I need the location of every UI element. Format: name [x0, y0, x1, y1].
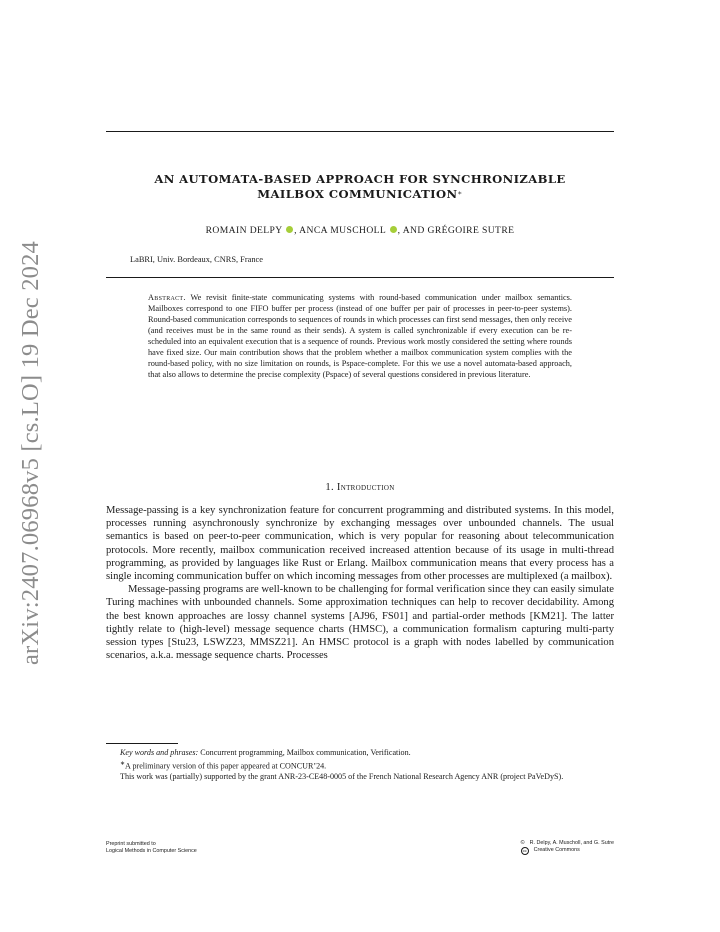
body-paragraph-1: Message-passing is a key synchronization feature for concurrent programming and distributed systems. In this model, processes running asynchronously synchronize by exchanging messages over unbounded channels. The usual semantics is based on peer-to-peer communication, which is very popular for reasoning about telecommunication protocols. More recently, mailbox communication received increased attention because of its usage in multi-thread programming, as provided by languages like Rust or Erlang. Mailbox communication means that every process has a single incoming communication buffer on which incoming messages from other processes are multiplexed (a mailbox). [106, 505, 614, 583]
preprint-line-1: Preprint submitted to [106, 841, 156, 847]
body-paragraph-2: Message-passing programs are well-known to be challenging for formal verification since they can easily simulate Turing machines with unbounded channels. Some approximation techniques can help to recover decidability. Among the best known approaches are lossy channel systems [AJ96, FS01] and partial-order methods [KM21]. The latter tightly relate to (high-level) message sequence charts (HMSC), a communication formalism capturing multi-party session types [Stu23, LSWZ23, MMSZ21]. An HMSC protocol is a graph with nodes labelled by communication scenarios, a.k.a. message sequence charts. Processes [106, 584, 614, 662]
author-list [106, 225, 614, 236]
affiliation-rule [106, 277, 614, 278]
abstract-label: Abstract. [148, 293, 186, 302]
author-muscholl: ANCA MUSCHOLL [299, 225, 386, 236]
arxiv-identifier[interactable]: arXiv:2407.06968v5 [cs.LO] 19 Dec 2024 [17, 240, 44, 666]
introduction-body [106, 504, 614, 662]
preliminary-mark: ∗ [120, 760, 126, 767]
title-footnote-mark: ∗ [457, 189, 463, 197]
preprint-notice [106, 841, 197, 854]
keywords-text: Concurrent programming, Mailbox communication, Verification. [200, 748, 411, 757]
arxiv-stamp [16, 240, 46, 666]
license-notice [521, 840, 614, 855]
abstract [148, 292, 572, 380]
author-sutre: GRÉGOIRE SUTRE [427, 225, 515, 236]
title-line-2-text: MAILBOX COMMUNICATION [257, 187, 458, 201]
license-name[interactable]: Creative Commons [533, 847, 580, 854]
orcid-icon[interactable] [390, 226, 397, 233]
title-line-1: AN AUTOMATA-BASED APPROACH FOR SYNCHRONIZABLE [154, 172, 566, 186]
author-separator: , [294, 225, 300, 236]
affiliation: LaBRI, Univ. Bordeaux, CNRS, France [130, 255, 263, 264]
preliminary-text: A preliminary version of this paper appeared at CONCUR’24. [125, 761, 327, 771]
copyright-line [521, 840, 614, 847]
creative-commons-icon[interactable]: cc [522, 847, 527, 853]
section-heading-introduction [106, 482, 614, 493]
orcid-icon[interactable] [286, 226, 293, 233]
footnotes [106, 748, 614, 783]
abstract-text: We revisit finite-state communicating systems with round-based communication under mailbox semantics. Mailboxes correspond to one FIFO buffer per process (instead of one buffer per pair of processes in peer-to-peer systems). Round-based communication corresponds to sequences of rounds in which processes can first send messages, then only receive (and receives must be in the same round as their sends). A system is called synchronizable if every execution can be re-scheduled into an equivalent execution that is a sequence of rounds. Previous work mostly considered the setting where rounds have fixed size. Our main contribution shows that the problem whether a mailbox communication system complies with the round-based policy, with no size limitation on rounds, is Pspace-complete. For this we use a novel automata-based approach, that also allows to determine the precise complexity (Pspace) of several questions considered in previous literature. [148, 293, 572, 379]
paper-title [106, 172, 614, 202]
copyright-icon: © [520, 840, 525, 846]
keywords-label: Key words and phrases: [120, 748, 199, 757]
section-title: Introduction [336, 482, 395, 493]
license-line [521, 847, 614, 855]
preprint-line-2: Logical Methods in Computer Science [106, 847, 197, 854]
funding-footnote: This work was (partially) supported by the grant ANR-23-CE48-0005 of the French National Research Agency ANR (project PaVeDyS). [120, 772, 564, 782]
author-delpy: ROMAIN DELPY [205, 225, 283, 236]
keywords-footnote [106, 748, 614, 759]
section-number: 1. [325, 482, 334, 493]
header-rule [106, 131, 614, 132]
preliminary-footnote [106, 759, 614, 772]
author-separator: , AND [397, 225, 428, 236]
footnote-rule [106, 743, 178, 744]
title-line-2 [106, 187, 614, 202]
copyright-authors: R. Delpy, A. Muscholl, and G. Sutre [529, 840, 614, 846]
